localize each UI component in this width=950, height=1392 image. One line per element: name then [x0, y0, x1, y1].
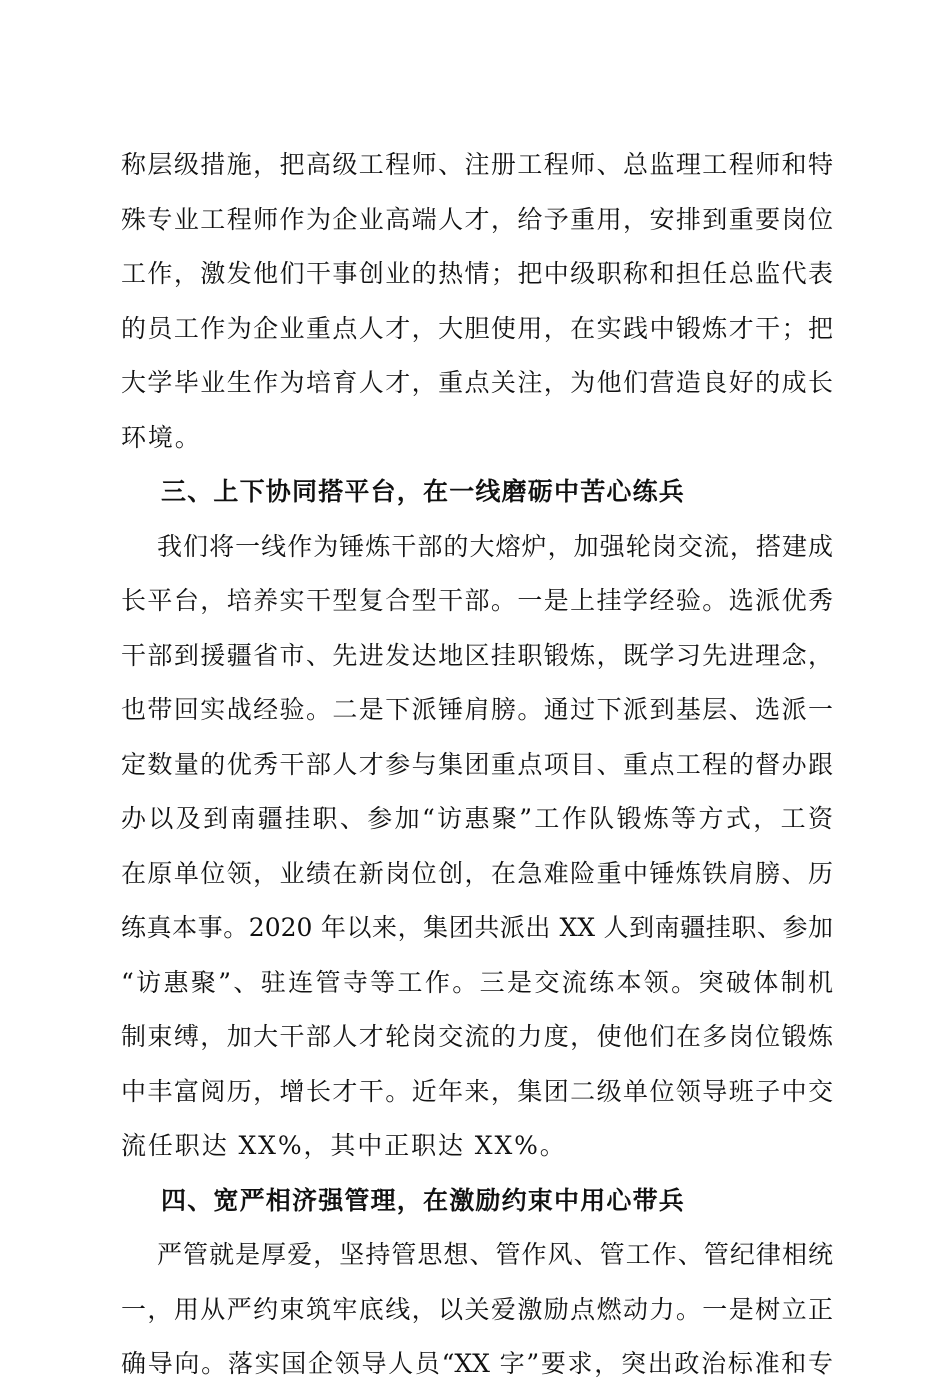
- text-line: 一，用从严约束筑牢底线，以关爱激励点燃动力。一是树立正: [121, 1294, 833, 1324]
- section-heading-3: 三、上下协同搭平台，在一线磨砺中苦心练兵: [161, 477, 686, 506]
- paragraph-talent-tiers: [121, 138, 833, 465]
- text-line: 制束缚，加大干部人才轮岗交流的力度，使他们在多岗位锻炼: [121, 1022, 833, 1051]
- paragraph-strict-management: [121, 1228, 833, 1392]
- section-heading-4: 四、宽严相济强管理，在激励约束中用心带兵: [161, 1185, 686, 1215]
- text-line: 环境。: [121, 422, 202, 452]
- paragraph-frontline-training: [121, 520, 833, 1174]
- text-line: 的员工作为企业重点人才，大胆使用，在实践中锻炼才干；把: [121, 313, 833, 343]
- text-line: 流任职达 XX%，其中正职达 XX%。: [121, 1131, 567, 1160]
- text-line: 也带回实战经验。二是下派锤肩膀。通过下派到基层、选派一: [121, 695, 833, 724]
- text-line: 定数量的优秀干部人才参与集团重点项目、重点工程的督办跟: [121, 749, 833, 779]
- text-line: 干部到援疆省市、先进发达地区挂职锻炼，既学习先进理念，: [121, 640, 833, 670]
- text-line: 练真本事。2020 年以来，集团共派出 XX 人到南疆挂职、参加: [121, 913, 833, 942]
- text-line: 办以及到南疆挂职、参加“访惠聚”工作队锻炼等方式，工资: [121, 804, 833, 833]
- text-line: 我们将一线作为锤炼干部的大熔炉，加强轮岗交流，搭建成: [157, 531, 833, 561]
- text-line: “访惠聚”、驻连管寺等工作。三是交流练本领。突破体制机: [121, 967, 833, 997]
- text-line: 殊专业工程师作为企业高端人才，给予重用，安排到重要岗位: [121, 204, 833, 234]
- text-line: 大学毕业生作为培育人才，重点关注，为他们营造良好的成长: [121, 368, 833, 397]
- text-line: 确导向。落实国企领导人员“XX 字”要求，突出政治标准和专: [121, 1349, 833, 1378]
- text-line: 中丰富阅历，增长才干。近年来，集团二级单位领导班子中交: [121, 1076, 833, 1106]
- text-line: 在原单位领，业绩在新岗位创，在急难险重中锤炼铁肩膀、历: [121, 858, 833, 888]
- text-line: 严管就是厚爱，坚持管思想、管作风、管工作、管纪律相统: [157, 1240, 833, 1269]
- text-line: 长平台，培养实干型复合型干部。一是上挂学经验。选派优秀: [121, 586, 833, 615]
- text-line: 工作，激发他们干事创业的热情；把中级职称和担任总监代表: [121, 259, 833, 288]
- text-line: 称层级措施，把高级工程师、注册工程师、总监理工程师和特: [121, 150, 833, 179]
- document-body: [121, 138, 833, 1392]
